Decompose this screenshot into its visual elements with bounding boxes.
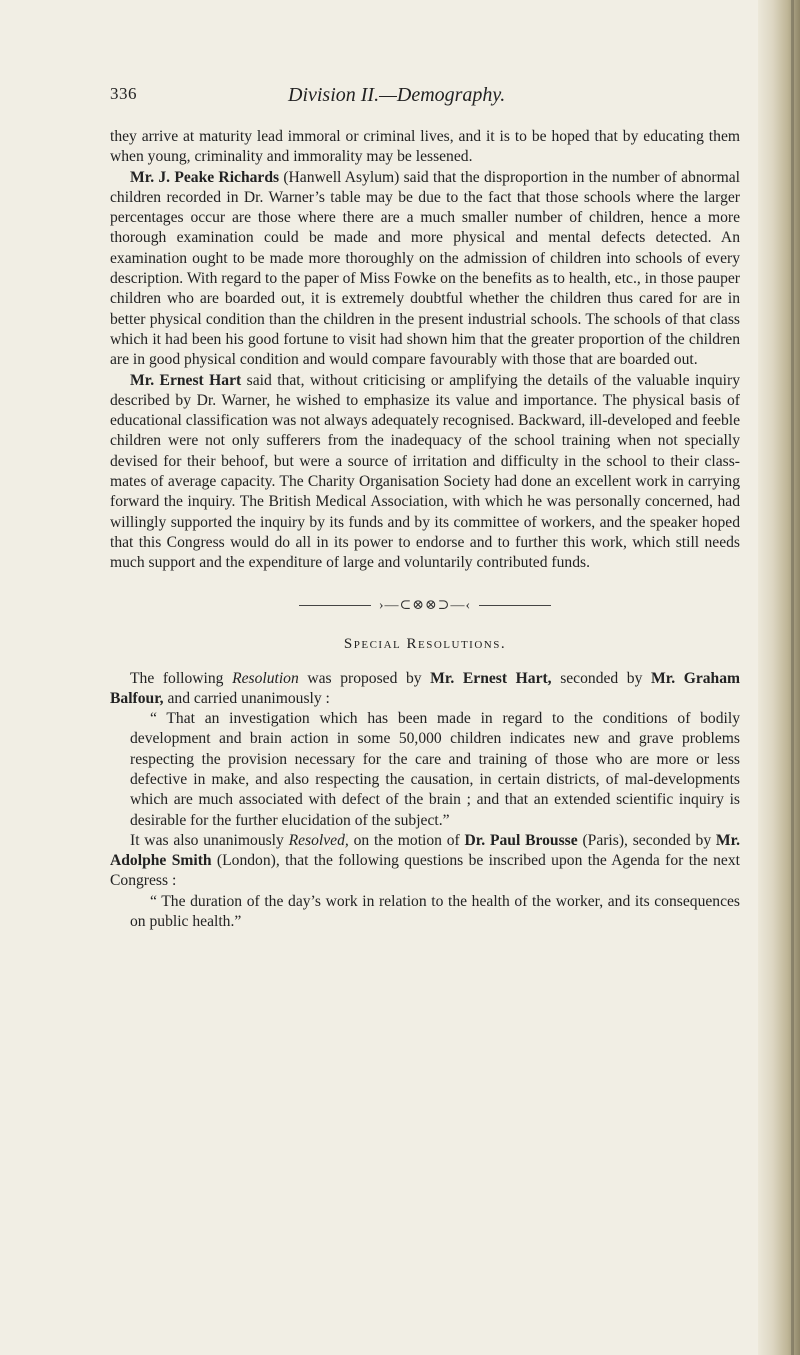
text-run: and carried unanimously : bbox=[163, 689, 330, 707]
page-number: 336 bbox=[110, 84, 137, 103]
text-run: It was also unanimously bbox=[130, 831, 289, 849]
text-run: seconded by bbox=[551, 669, 651, 687]
speaker-name: Mr. Ernest Hart bbox=[130, 371, 242, 389]
quote-text: “ That an investigation which has been made in regard to the conditions of bodily development and brain action in some 50,000 children indicates new and grave problems respecting the provision necessary for the care and training of those who are more or less defective in make, and also respecting the causation, in certain districts, of mal-developments which are much associated with defect of the brain ; and that an extended scientific inquiry is desirable for the further elucidation of the subject.” bbox=[130, 710, 740, 829]
text-run: (London), that the following questions be inscribed upon the Agenda for the next Congress : bbox=[110, 852, 740, 890]
resolution-quote bbox=[110, 709, 740, 831]
paragraph-text: they arrive at maturity lead immoral or criminal lives, and it is to be hoped that by educating them when young, criminality and immorality may be lessened. bbox=[110, 128, 740, 166]
text-run: (Paris), seconded by bbox=[577, 831, 716, 849]
paragraph-richards bbox=[110, 168, 740, 371]
running-head: Division II.—Demography. bbox=[288, 84, 506, 106]
section-ornament bbox=[110, 596, 740, 617]
second-resolution-quote bbox=[110, 892, 740, 933]
speaker-name: Mr. J. Peake Richards bbox=[130, 168, 280, 186]
section-title: Special Resolutions. bbox=[343, 636, 507, 653]
mover-name: Dr. Paul Brousse bbox=[464, 831, 578, 849]
body-text bbox=[110, 127, 740, 932]
paragraph-hart bbox=[110, 371, 740, 574]
resolution-intro bbox=[110, 669, 740, 710]
spine-edge bbox=[791, 0, 794, 1355]
paragraph-continuation bbox=[110, 127, 740, 168]
italic-run: Resolved, bbox=[288, 831, 349, 849]
seconder-name: Mr. Adolphe Smith bbox=[110, 831, 741, 870]
text-run: on the motion of bbox=[348, 831, 465, 849]
page-header bbox=[110, 84, 740, 112]
ornament-glyph: ›—⊂⊗⊗⊃—‹ bbox=[378, 597, 472, 613]
text-run: was proposed by bbox=[298, 669, 431, 687]
quote-text: “ The duration of the day’s work in relation to the health of the worker, and its consequences on public health.” bbox=[130, 892, 740, 931]
italic-run: Resolution bbox=[232, 669, 299, 687]
seconder-name: Mr. Graham Balfour, bbox=[110, 669, 741, 707]
proposer-name: Mr. Ernest Hart, bbox=[430, 669, 552, 687]
second-resolution bbox=[110, 831, 740, 892]
paragraph-text: said that, without criticising or amplifying the details of the valuable inquiry described by Dr. Warner, he wished to emphasize its value and importance. The physical basis of educational classification was not always adequately recognised. Backward, ill-developed and feeble children were not only sufferers from the inadequacy of the school training when not specially devised for their behoof, but were a source of irritation and difficulty in the school to their class-mates of average capacity. The Charity Organisation Society had done an excellent work in carrying forward the inquiry. The British Medical Association, with which he was personally concerned, had willingly supported the inquiry by its funds and by its committee of workers, and the speaker hoped that this Congress would do all in its power to endorse and to further this work, which still needs much support and the expenditure of large and voluntarily contributed funds. bbox=[110, 371, 740, 572]
paragraph-text: (Hanwell Asylum) said that the disproportion in the number of abnormal children recorded in Dr. Warner’s table may be due to the fact that those schools where the larger percentages occur are those where there are a much smaller number of children, hence a more thorough examination could be made and more physical and mental defects detected. An examination ought to be made more thoroughly on the admission of children into schools of every description. With regard to the paper of Miss Fowke on the benefits as to health, etc., in those pauper children who are boarded out, it is extremely doubtful whether the children thus cared for are in better physical condition than the children in the present industrial schools. The schools of that class which it had been his good fortune to visit had shown him that the greater proportion of the children are in good physical condition and would compare favourably with those that are boarded out. bbox=[110, 168, 740, 369]
ornament-rule-left bbox=[299, 605, 371, 606]
text-run: The following bbox=[130, 669, 233, 687]
ornament-rule-right bbox=[479, 605, 551, 606]
